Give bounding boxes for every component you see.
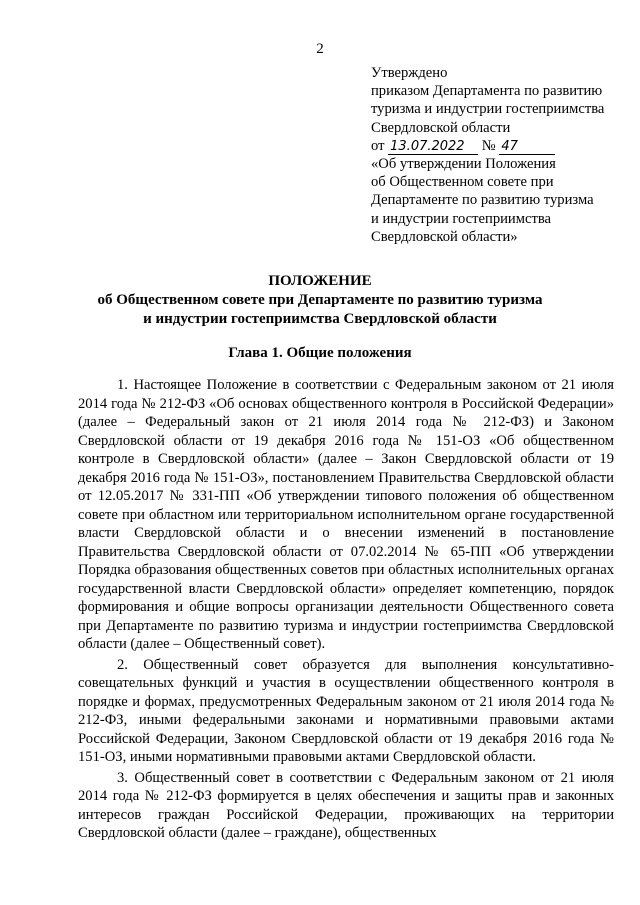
paragraph: 2. Общественный совет образуется для выполнения консультативно-совещательных функций и участия в осуществлении общественного контроля в порядке и формах, предусмотренных Федеральным законом от 21 июля 2014 года № 212-ФЗ, иными федеральными законами и нормативными правовыми актами Российской Федерации, Законом Свердловской области от 19 декабря 2016 года № 151-ОЗ, иными нормативными правовыми актами Свердловской области. [78,656,614,765]
chapter-heading: Глава 1. Общие положения [228,345,412,361]
document-body [78,376,614,843]
paragraph: 1. Настоящее Положение в соответствии с Федеральным законом от 21 июля 2014 года № 212-ФЗ «Об основах общественного контроля в Российской Федерации» (далее – Федеральный закон от 21 июля 2014 года № 212-ФЗ) и Законом Свердловской области от 19 декабря 2016 года № 151-ОЗ «Об общественном контроле в Свердловской области» (далее – Закон Свердловской области от 19 декабря 2016 года № 151-ОЗ», постановлением Правительства Свердловской области от 12.05.2017 № 331-ПП «Об утверждении типового положения об общественном совете при областном или территориальном исполнительном органе государственной власти Свердловской области и о внесении изменений в постановление Правительства Свердловской области от 07.02.2014 № 65-ПП «Об утверждении Порядка образования общественных советов при областных исполнительных органах государственной власти Свердловской области» определяет компетенцию, порядок формирования и общие вопросы организации деятельности Общественного совета при Департаменте по развитию туризма и индустрии гостеприимства Свердловской области (далее – Общественный совет). [78,377,614,652]
approval-line: и индустрии гостеприимства [371,210,552,227]
document-subtitle-line: и индустрии гостеприимства Свердловской области [143,311,497,327]
handwritten-number: 47 [499,140,555,155]
document-subtitle-line: об Общественном совете при Департаменте по развитию туризма [97,292,543,308]
paragraph: 3. Общественный совет в соответствии с Федеральным законом от 21 июля 2014 года № 212-ФЗ формируется в целях обеспечения и защиты прав и законных интересов граждан Российской Федерации, проживающих на территории Свердловской области (далее – граждане), общественных [78,769,614,841]
approval-block [371,64,621,246]
document-title: ПОЛОЖЕНИЕ [268,273,372,289]
approval-line: приказом Департамента по развитию [371,83,603,100]
approval-line: «Об утверждении Положения [371,156,556,173]
approval-line: туризма и индустрии гостеприимства [371,101,605,118]
page-number: 2 [316,41,324,57]
approval-line: Департаменте по развитию туризма [371,192,594,209]
approval-line: Свердловской области» [371,228,518,245]
approval-line: Утверждено [371,65,448,81]
from-label: от [371,137,385,154]
number-label: № [481,137,496,154]
handwritten-date: 13.07.2022 [388,140,478,155]
approval-line: об Общественном совете при [371,174,554,191]
approval-line: Свердловской области [371,119,511,136]
approval-date-line [371,137,621,155]
